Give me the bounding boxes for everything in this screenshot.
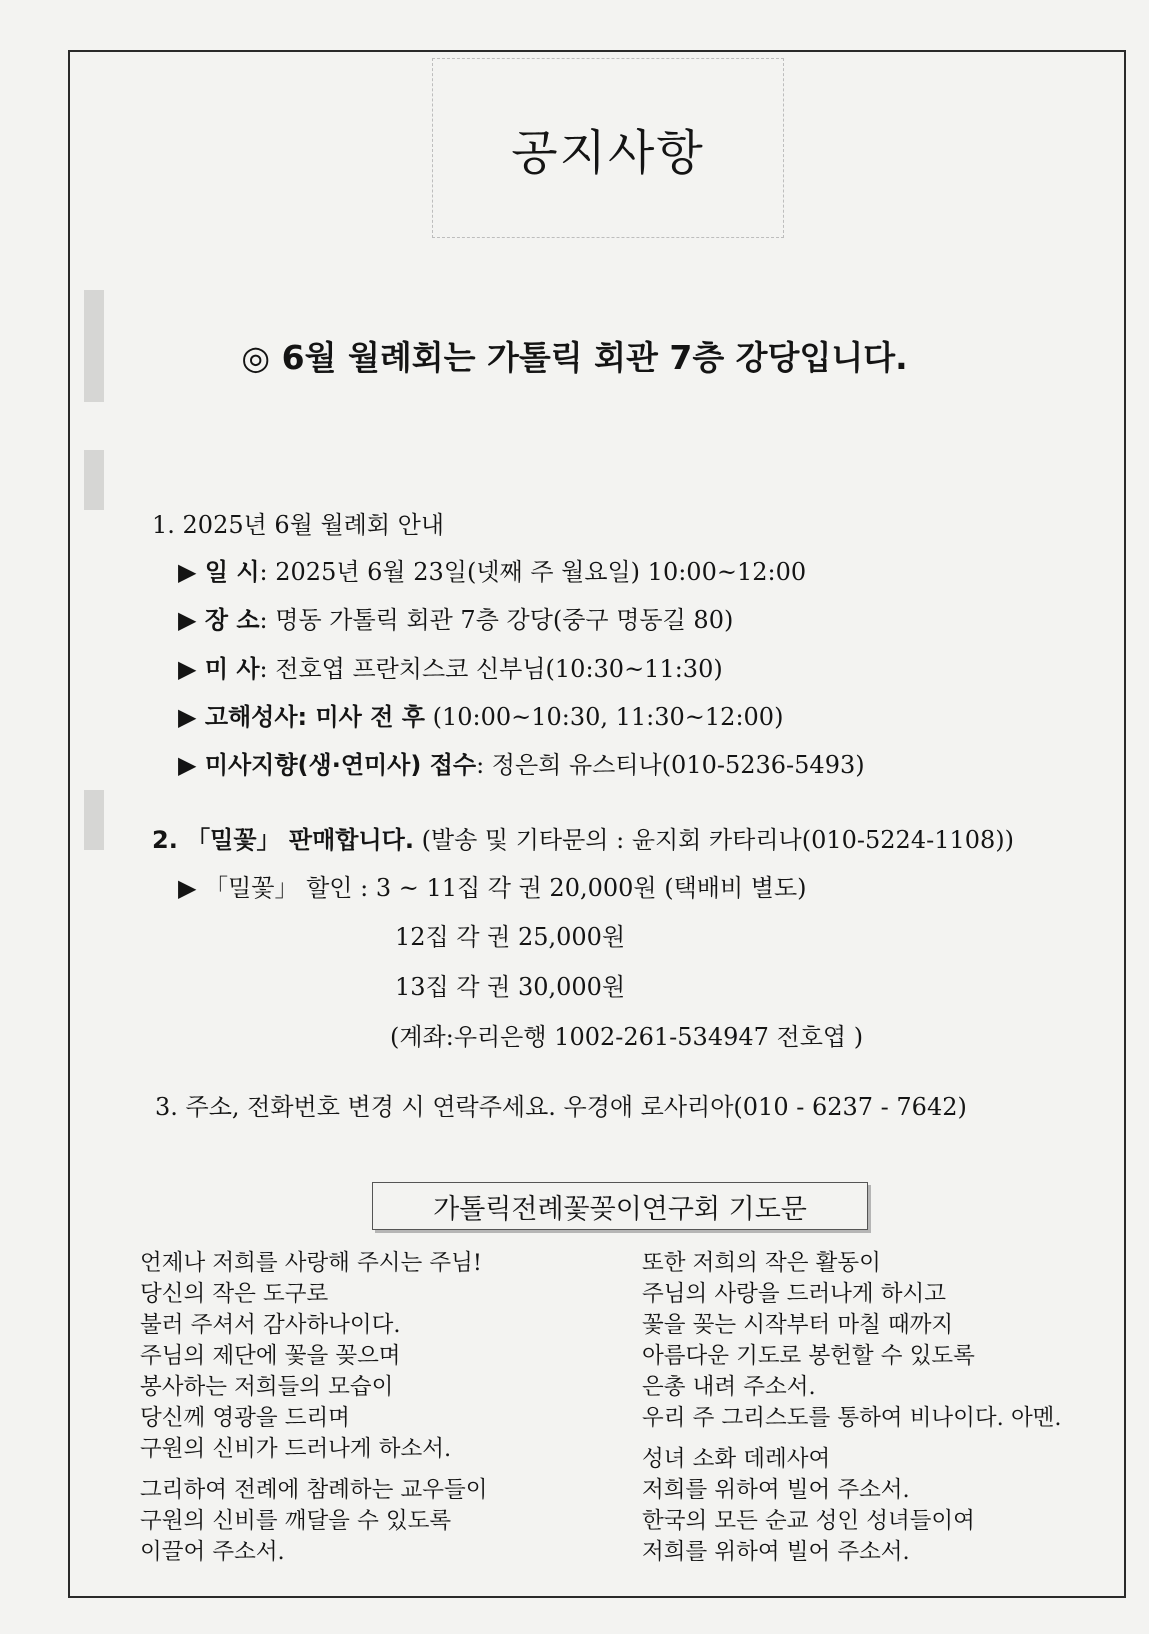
info-row-mass [178,649,723,684]
headline: ◎ 6월 월례회는 가톨릭 회관 7층 강당입니다. [241,338,908,377]
section2-heading-row [152,820,1014,855]
price-line: 3 ~ 11집 각 권 20,000원 (택배비 별도) [375,874,807,902]
price-line: 12집 각 권 25,000원 [395,923,626,951]
discount-label: ▶ 「밀꽃」 할인 : [178,874,369,902]
prayer-line: 구원의 신비가 드러나게 하소서. [140,1436,452,1462]
info-value: : 2025년 6월 23일(넷째 주 월요일) 10:00~12:00 [259,558,807,586]
prayer-line: 한국의 모든 순교 성인 성녀들이여 [642,1508,975,1534]
info-value: : 전호엽 프란치스코 신부님(10:30~11:30) [259,655,723,683]
section2-heading: 2. 「밀꽃」 판매합니다. [152,826,414,854]
prayer-line: 불러 주셔서 감사하나이다. [140,1312,401,1338]
prayer-line: 봉사하는 저희들의 모습이 [140,1374,394,1400]
prayer-line: 저희를 위하여 빌어 주소서. [642,1539,910,1565]
prayer-line: 은총 내려 주소서. [642,1374,816,1400]
info-label: ▶ 일 시 [178,558,260,586]
section3-text: 3. 주소, 전화번호 변경 시 연락주세요. 우경애 로사리아(010 - 6237 - 7642) [155,1093,967,1121]
prayer-line: 이끌어 주소서. [140,1539,285,1565]
prayer-left-column [140,1248,487,1568]
info-value: (10:00~10:30, 11:30~12:00) [424,703,784,731]
prayer-title: 가톨릭전례꽃꽂이연구회 기도문 [372,1182,868,1230]
info-row-mass-intention [178,745,865,780]
info-label: ▶ 미 사 [178,655,260,683]
prayer-line: 꽃을 꽂는 시작부터 마칠 때까지 [642,1312,954,1338]
prayer-line: 구원의 신비를 깨달을 수 있도록 [140,1508,452,1534]
prayer-line: 주님의 제단에 꽃을 꽂으며 [140,1343,401,1369]
page-title: 공지사항 [511,124,705,181]
prayer-line: 아름다운 기도로 봉헌할 수 있도록 [642,1343,975,1369]
prayer-line: 주님의 사랑을 드러나게 하시고 [642,1281,947,1307]
info-value: : 정은희 유스티나(010-5236-5493) [476,751,865,779]
scan-shadow-strip [84,450,104,510]
prayer-line: 언제나 저희를 사랑해 주시는 주님! [140,1250,482,1276]
info-row-confession [178,697,783,732]
info-row-place [178,600,733,635]
info-label: ▶ 고해성사: 미사 전 후 [178,703,425,731]
prayer-line: 또한 저희의 작은 활동이 [642,1250,881,1276]
bank-account: (계좌:우리은행 1002-261-534947 전호엽 ) [390,1023,864,1051]
section2-contact: (발송 및 기타문의 : 윤지회 카타리나(010-5224-1108)) [413,826,1015,854]
prayer-line: 저희를 위하여 빌어 주소서. [642,1477,910,1503]
prayer-right-column [642,1248,1062,1568]
prayer-line: 당신께 영광을 드리며 [140,1405,350,1431]
price-line: 13집 각 권 30,000원 [395,973,626,1001]
section1-heading: 1. 2025년 6월 월례회 안내 [152,511,445,539]
info-row-date [178,552,806,587]
info-label: ▶ 장 소 [178,606,260,634]
prayer-line: 그리하여 전례에 참례하는 교우들이 [140,1477,488,1503]
prayer-line: 당신의 작은 도구로 [140,1281,329,1307]
scan-shadow-strip [84,790,104,850]
info-label: ▶ 미사지향(생·연미사) 접수 [178,751,477,779]
prayer-line: 우리 주 그리스도를 통하여 비나이다. 아멘. [642,1405,1062,1431]
title-box [432,58,784,238]
discount-row [178,868,807,903]
info-value: : 명동 가톨릭 회관 7층 강당(중구 명동길 80) [259,606,734,634]
prayer-line: 성녀 소화 데레사여 [642,1446,831,1472]
